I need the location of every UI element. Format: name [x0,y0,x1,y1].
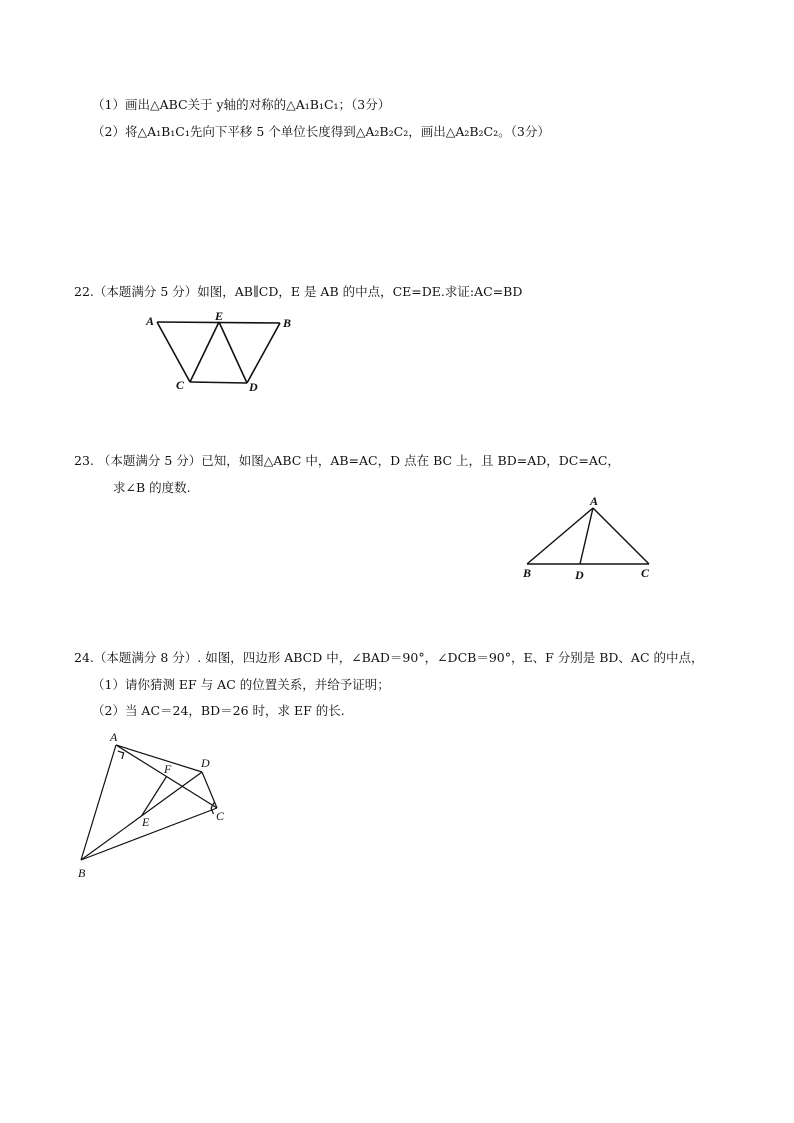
q24-segment-ba [81,745,116,860]
q23-figure [515,494,665,584]
q22-label-d: D [249,380,258,394]
q24-label-d: D [201,756,210,770]
q24-label-b: B [78,866,86,880]
q21-part2: （2）将△A₁B₁C₁先向下平移 5 个单位长度得到△A₂B₂C₂，画出△A₂B₂C₂。（3分） [92,124,550,139]
q23-segment-ad [580,508,593,564]
q24-label-e: E [142,815,150,829]
q23-stem: 23. （本题满分 5 分）已知，如图△ABC 中，AB=AC，D 点在 BC 上，且 BD=AD，DC=AC， [74,453,620,468]
q22-figure [140,310,310,394]
q22-segment-ed [219,322,247,383]
q24-right-angle-a [118,751,124,759]
q24-stem: 24.（本题满分 8 分）. 如图，四边形 ABCD 中，∠BAD＝90°，∠DCB＝90°，E、F 分别是 BD、AC 的中点， [74,650,704,665]
q22-segment-ec [190,322,219,382]
q22-label-b: B [283,316,292,330]
q23-ask: 求∠B 的度数. [113,480,191,495]
q23-label-c: C [641,566,650,580]
q23-label-d: D [575,568,584,582]
q24-label-a: A [110,730,118,744]
q24-label-f: F [164,762,172,776]
q24-segment-ef [142,777,167,817]
q22-segment-cd [190,382,247,383]
q22-label-c: C [176,378,185,392]
q22-label-e: E [215,309,224,323]
q24-figure [70,728,240,883]
q23-label-a: A [590,494,599,508]
q23-segment-ab [527,508,593,564]
q22-label-a: A [146,314,155,328]
q22-segment-bd [247,323,280,383]
q22-segment-ac [157,322,190,382]
q24-segment-ad [116,745,202,772]
q24-part2: （2）当 AC＝24，BD＝26 时，求 EF 的长. [92,703,345,718]
q23-segment-ac [593,508,649,564]
q24-right-angle-c [211,802,214,814]
q23-label-b: B [523,566,532,580]
q21-part1: （1）画出△ABC关于 y轴的对称的△A₁B₁C₁；（3分） [92,97,391,112]
q22-stem: 22.（本题满分 5 分）如图，AB∥CD，E 是 AB 的中点，CE=DE.求证:AC=BD [74,284,523,299]
q24-label-c: C [216,809,225,823]
q24-part1: （1）请你猜测 EF 与 AC 的位置关系，并给予证明； [92,677,390,692]
